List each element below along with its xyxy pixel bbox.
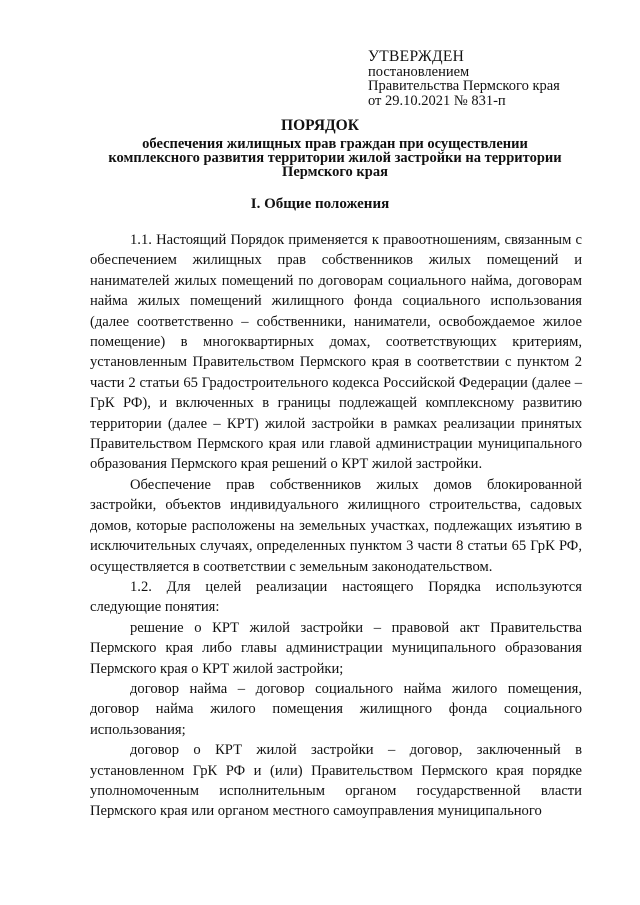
document-body: [90, 230, 582, 822]
section-heading: I. Общие положения: [250, 196, 390, 212]
approval-line-1: постановлением: [368, 63, 470, 80]
definition-rental-agreement: договор найма – договор социального найма жилого помещения, договор найма жилого помещения жилищного фонда социального использования;: [90, 680, 582, 738]
paragraph-blocked-housing: Обеспечение прав собственников жилых домов блокированной застройки, объектов индивидуального жилищного строительства, садовых домов, которые расположены на земельных участках, подлежащих изъятию в исключительных случаях, определенных пунктом 3 части 8 статьи 65 ГрК РФ, осуществляется в соответствии с земельным законодательством.: [90, 476, 582, 575]
approval-stamp: [368, 50, 560, 108]
approval-title: УТВЕРЖДЕН: [368, 48, 465, 65]
definition-krt-agreement: договор о КРТ жилой застройки – договор, заключенный в установленном ГрК РФ и (или) Правительством Пермского края порядке уполномоченным исполнительным органом государственной власти Пермского края или органом местного самоуправления муниципального: [90, 742, 582, 820]
approval-line-2: Правительства Пермского края: [368, 78, 560, 94]
paragraph-1-2: 1.2. Для целей реализации настоящего Порядка используются следующие понятия:: [90, 578, 582, 616]
document-subtitle: обеспечения жилищных прав граждан при осуществлении комплексного развития территории жилой застройки на территории Пермского края: [108, 136, 562, 180]
document-title: ПОРЯДОК: [281, 117, 359, 134]
paragraph-1-1: 1.1. Настоящий Порядок применяется к правоотношениям, связанным с обеспечением жилищных прав собственников жилых помещений и нанимателей жилых помещений по договорам социального найма, договорам найма жилых помещений жилищного фонда социального использования (далее соответственно – собственники, наниматели, освобождаемое жилое помещение) в многоквартирных домах, соответствующих критериям, установленным Правительством Пермского края в соответствии с пунктом 2 части 2 статьи 65 Градостроительного кодекса Российской Федерации (далее – ГрК РФ), и включенных в границы подлежащей комплексному развитию территории (далее – КРТ) жилой застройки в рамках реализации принятых Правительством Пермского края или главой администрации муниципального образования Пермского края решений о КРТ жилой застройки.: [90, 232, 582, 473]
approval-line-3: от 29.10.2021 № 831-п: [368, 92, 506, 109]
definition-krt-decision: решение о КРТ жилой застройки – правовой акт Правительства Пермского края либо главы администрации муниципального образования Пермского края о КРТ жилой застройки;: [90, 619, 582, 677]
